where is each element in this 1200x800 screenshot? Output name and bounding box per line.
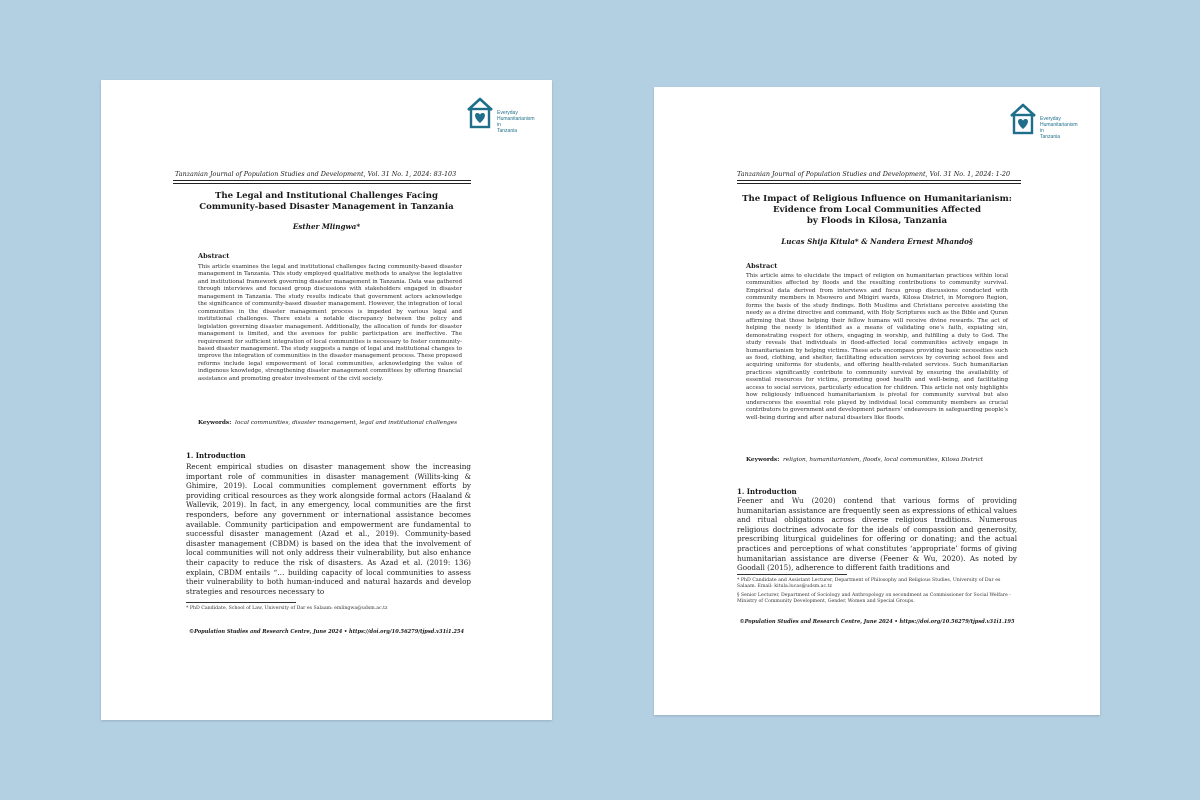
abstract-text: This article examines the legal and institutional challenges facing community-based disaster management in Tanzania. This study employed qualitative methods to analyse the legislative and institutional framework governing disaster management in Tanzania. Data was gathered through interviews and focused group discussions with stakeholders engaged in disaster management in Tanzania. The study results indicate that government actors acknowledge the significance of community-based disaster management. However, the integration of local communities in the disaster management process is impeded by various legal and institutional challenges. There exists a notable discrepancy between the policy and legislation governing disaster management. Additionally, the allocation of funds for disaster management is limited, and the avenues for public participation are ineffective. The requirement for sufficient integration of local communities is necessary to foster community-based disaster management. The study suggests a range of legal and institutional changes to improve the integration of communities in the disaster management process. These proposed reforms include legal empowerment of local communities, acknowledging the value of indigenous knowledge, strengthening disaster management committees by offering financial assistance and promoting greater involvement of the civil society. [198, 264, 462, 382]
journal-header: Tanzanian Journal of Population Studies and Development, Vol. 31 No. 1, 2024: 83-103 [175, 170, 457, 178]
intro-text: Recent empirical studies on disaster management show the increasing important role of communities in disaster management (Willits-king & Ghimire, 2019). Local communities complement government efforts by providing critical resources as they work alongside formal actors (Haaland & Wallevik, 2019). In fact, in any emergency, local communities are the first responders, before any government or international assistance becomes available. Community participation and empowerment are fundamental to successful disaster management (Azad et al., 2019). Community-based disaster management (CBDM) is based on the idea that the involvement of local communities will not only address their vulnerability, but also enhance their capacity to reduce the risk of disasters. As Azad et al. (2019: 136) explain, CBDM entails “… building capacity of local communities to assess their vulnerability to both human-induced and natural hazards and develop strategies and resources necessary to [186, 462, 471, 596]
header-rule [737, 180, 1021, 181]
header-rule-thin [737, 183, 1021, 184]
abstract-heading: Abstract [746, 262, 778, 270]
intro-text: Feener and Wu (2020) contend that various forms of providing humanitarian assistance are frequently seen as expressions of ethical values and ritual obligations across diverse religious traditions. Numerous religious doctrines advocate for the ideals of compassion and generosity, prescribing liturgical guidelines for offering or donating; and the actual practices and perceptions of what constitutes ‘appropriate’ forms of giving humanitarian assistance are diverse (Feener & Wu, 2020). As noted by Goodall (2015), adherence to different faith traditions and [737, 496, 1017, 573]
header-rule [173, 180, 471, 181]
keywords-line [198, 420, 457, 426]
abstract-heading: Abstract [198, 252, 230, 260]
logo-text: Everyday Humanitarianism in Tanzania [497, 110, 535, 134]
article-authors: Esther Mlingwa* [292, 222, 361, 231]
keywords-label: Keywords: [198, 420, 232, 426]
keywords-list: religion, humanitarianism, floods, local communities, Kilosa District [783, 457, 984, 463]
article-title: The Impact of Religious Influence on Humanitarianism: Evidence from Local Communities Affected by Floods in Kilosa, Tanzania [742, 194, 1012, 226]
paper-page-left [101, 80, 552, 720]
house-heart-icon [466, 97, 494, 129]
keywords-label: Keywords: [746, 457, 780, 463]
footnote-rule [737, 574, 847, 575]
house-heart-icon [1009, 103, 1037, 135]
intro-heading: 1. Introduction [737, 487, 797, 496]
paper-page-right [654, 87, 1100, 715]
footnote: * PhD Candidate, School of Law, University of Dar es Salaam: emlingwa@udsm.ac.tz [186, 606, 388, 611]
header-rule-thin [173, 183, 471, 184]
article-authors: Lucas Shija Kitula* & Nandera Ernest Mhando§ [781, 237, 973, 246]
journal-logo [1009, 103, 1082, 140]
keywords-list: local communities, disaster management, legal and institutional challenges [235, 420, 458, 426]
keywords-line [746, 457, 983, 463]
logo-text: Everyday Humanitarianism in Tanzania [1040, 116, 1078, 140]
article-title: The Legal and Institutional Challenges Facing Community-based Disaster Management in Tanzania [199, 191, 454, 212]
journal-logo [466, 97, 539, 134]
intro-heading: 1. Introduction [186, 451, 246, 460]
page-footer: ©Population Studies and Research Centre, June 2024 • https://doi.org/10.56279/tjpsd.v31i1.254 [188, 629, 465, 635]
abstract-text: This article aims to elucidate the impact of religion on humanitarian practices within local communities affected by floods and the resulting contributions to community survival. Empirical data derived from interviews and focus group discussions conducted with community members in Msowero and Mbigiri wards, Kilosa District, in Morogoro Region, forms the basis of the study findings. Both Muslims and Christians perceive assisting the needy as a divine directive and command, with Holy Scriptures such as the Bible and Quran affirming that those helping their fellow humans will receive divine rewards. The act of helping the needy is identified as a means of validating one’s faith, expiating sin, demonstrating respect for others, engaging in worship, and fulfilling a duty to God. The study reveals that individuals in flood-affected local communities actively engage in humanitarianism by helping victims. These acts encompass providing basic necessities such as food, clothing, and shelter, facilitating education services by covering school fees and acquiring uniforms for students, and offering health-related services. Such humanitarian practices significantly contribute to community survival by ensuring the availability of essential resources for victims, promoting good health and well-being, and facilitating access to social services, particularly education for children. This article not only highlights how religiously influenced humanitarianism is pivotal for community survival but also underscores the essential role played by individual local community members as crucial contributors to government and development partners’ endeavours in safeguarding people’s well-being during and after natural disasters like floods. [746, 273, 1008, 421]
footnote-1: * PhD Candidate and Assistant Lecturer, Department of Philosophy and Religious Studies, University of Dar es Salaam. Email: kitula.lucas@udsm.ac.tz [737, 578, 1001, 590]
page-footer: ©Population Studies and Research Centre, June 2024 • https://doi.org/10.56279/tjpsd.v31i1.195 [739, 619, 1015, 625]
footnote-2: § Senior Lecturer, Department of Sociology and Anthropology on secondment as Commissioner for Social Welfare - Ministry of Community Development, Gender, Women and Special Groups. [737, 593, 1011, 605]
footnote-rule [186, 602, 296, 603]
journal-header: Tanzanian Journal of Population Studies and Development, Vol. 31 No. 1, 2024: 1-20 [737, 170, 1011, 178]
